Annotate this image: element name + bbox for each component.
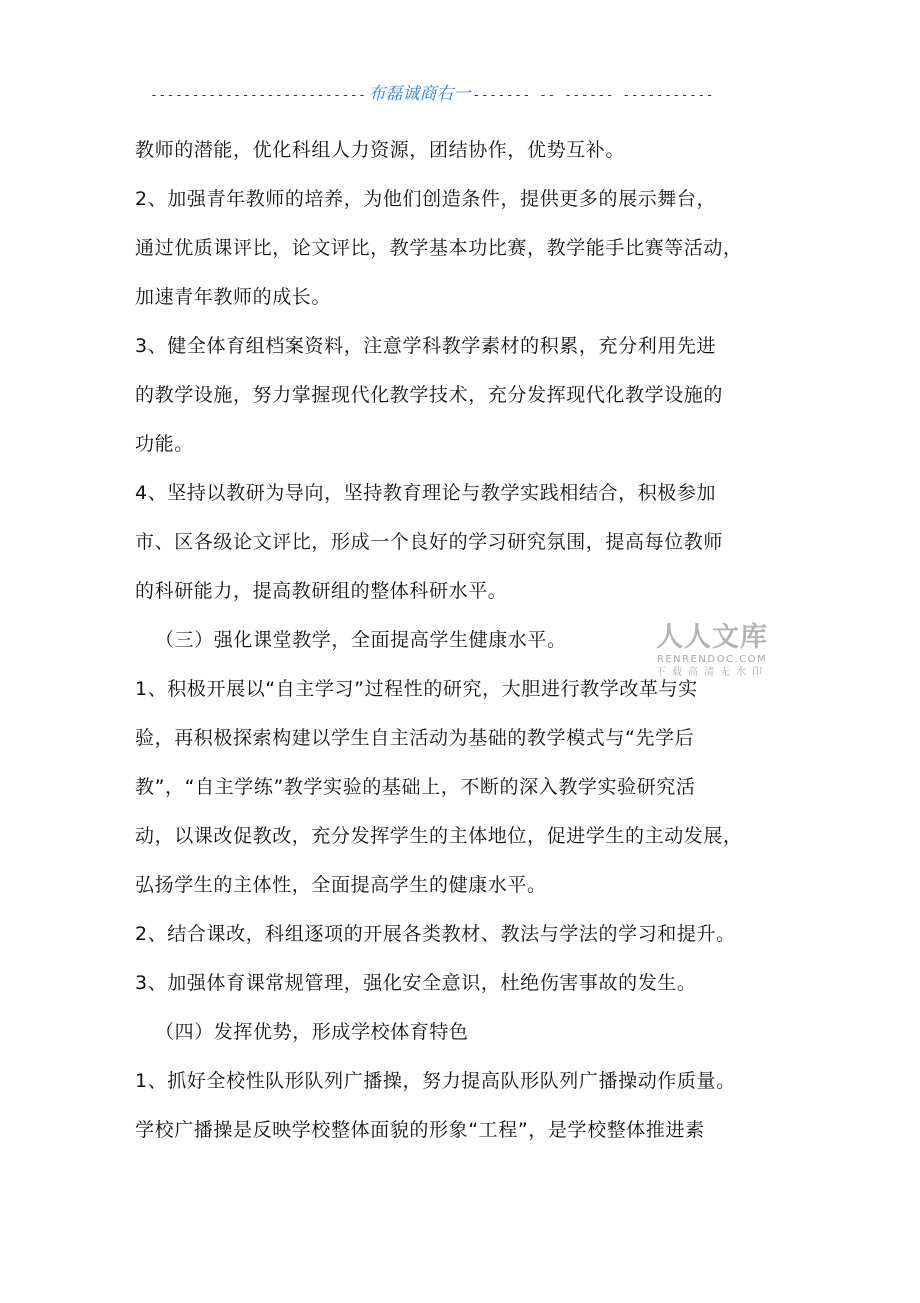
paragraph-line: 验，再积极探索构建以学生自主活动为基础的教学模式与“先学后	[135, 727, 695, 749]
paragraph-line: 教师的潜能，优化科组人力资源，团结协作，优势互补。	[135, 139, 626, 161]
paragraph-line: 4、坚持以教研为导向，坚持教育理论与教学实践相结合，积极参加	[135, 482, 717, 504]
header-left-rule: --------------------------	[150, 88, 367, 103]
header-mark: 布磊诚商右一	[368, 84, 471, 104]
paragraph-line: 功能。	[135, 433, 194, 455]
paragraph-line: 1、积极开展以“自主学习”过程性的研究，大胆进行教学改革与实	[135, 678, 698, 700]
paragraph-line: 教”，“自主学练”教学实验的基础上，不断的深入教学实验研究活	[135, 776, 696, 798]
paragraph-line: 的教学设施，努力掌握现代化教学技术，充分发挥现代化教学设施的	[135, 384, 724, 406]
paragraph-line: 市、区各级论文评比，形成一个良好的学习研究氛围，提高每位教师	[135, 531, 724, 553]
paragraph-line: 动，以课改促教改，充分发挥学生的主体地位，促进学生的主动发展，	[135, 825, 743, 847]
watermark-slogan: 下载高清无水印	[656, 667, 768, 678]
section-heading: （四）发挥优势，形成学校体育特色	[155, 1021, 469, 1043]
watermark-logo	[650, 622, 774, 684]
header-right-rule: ------- -- ------ -----------	[472, 88, 714, 103]
paragraph-line: 1、抓好全校性队形队列广播操，努力提高队形队列广播操动作质量。	[135, 1070, 736, 1092]
section-heading: （三）强化课堂教学，全面提高学生健康水平。	[155, 629, 567, 651]
header-rule	[150, 82, 770, 106]
watermark-title: 人人文库	[656, 622, 768, 653]
paragraph-line: 3、加强体育课常规管理，强化安全意识，杜绝伤害事故的发生。	[135, 972, 697, 994]
watermark-domain: RENRENDOC.COM	[656, 654, 768, 665]
paragraph-line: 通过优质课评比，论文评比，教学基本功比赛，教学能手比赛等活动，	[135, 237, 743, 259]
paragraph-line: 弘扬学生的主体性，全面提高学生的健康水平。	[135, 874, 547, 896]
paragraph-line: 2、结合课改，科组逐项的开展各类教材、教法与学法的学习和提升。	[135, 923, 736, 945]
paragraph-line: 加速青年教师的成长。	[135, 286, 332, 308]
paragraph-line: 的科研能力，提高教研组的整体科研水平。	[135, 580, 508, 602]
paragraph-line: 学校广播操是反映学校整体面貌的形象“工程”，是学校整体推进素	[135, 1119, 705, 1141]
paragraph-line: 3、健全体育组档案资料，注意学科教学素材的积累，充分利用先进	[135, 335, 717, 357]
paragraph-line: 2、加强青年教师的培养，为他们创造条件，提供更多的展示舞台，	[135, 188, 717, 210]
